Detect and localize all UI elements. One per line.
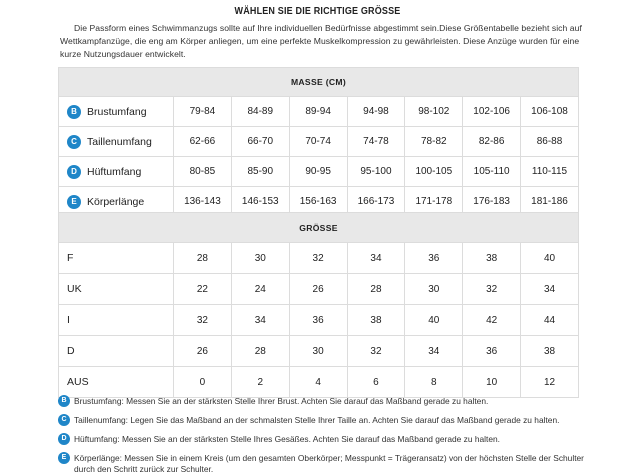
size-value: 36 [405, 243, 463, 274]
size-value: 22 [174, 274, 232, 305]
measure-label: Brustumfang [87, 105, 147, 118]
measure-value: 62-66 [174, 127, 232, 157]
size-row [59, 274, 579, 305]
size-value: 12 [521, 367, 579, 398]
size-value: 32 [289, 243, 347, 274]
measure-value: 78-82 [405, 127, 463, 157]
size-value: 34 [347, 243, 405, 274]
measure-value: 105-110 [463, 157, 521, 187]
measure-value: 95-100 [347, 157, 405, 187]
size-value: 38 [347, 305, 405, 336]
measure-value: 85-90 [231, 157, 289, 187]
size-value: 34 [521, 274, 579, 305]
badge-icon: C [58, 414, 70, 426]
badge-icon: E [58, 452, 70, 464]
measure-value: 171-178 [405, 187, 463, 217]
size-row [59, 336, 579, 367]
measure-row [59, 127, 579, 157]
size-value: 0 [174, 367, 232, 398]
size-value: 28 [174, 243, 232, 274]
size-value: 28 [231, 336, 289, 367]
size-row [59, 305, 579, 336]
sizes-header: GRÖSSE [59, 213, 579, 243]
measure-row [59, 157, 579, 187]
measure-value: 84-89 [231, 97, 289, 127]
note-text: Hüftumfang: Messen Sie an der stärksten Stelle Ihres Gesäßes. Achten Sie darauf das Maßband gerade zu halten. [74, 434, 500, 444]
measure-label-cell [59, 97, 174, 127]
measure-value: 90-95 [289, 157, 347, 187]
size-label: F [59, 243, 174, 274]
size-value: 32 [174, 305, 232, 336]
size-value: 42 [463, 305, 521, 336]
measure-label-cell [59, 127, 174, 157]
note-item [58, 396, 593, 407]
size-value: 32 [463, 274, 521, 305]
size-value: 6 [347, 367, 405, 398]
measure-value: 74-78 [347, 127, 405, 157]
size-value: 4 [289, 367, 347, 398]
measure-label-cell [59, 157, 174, 187]
size-value: 44 [521, 305, 579, 336]
size-value: 34 [405, 336, 463, 367]
measure-label: Körperlänge [87, 195, 145, 208]
measure-value: 110-115 [521, 157, 579, 187]
intro-text: Die Passform eines Schwimmanzugs sollte auf Ihre individuellen Bedürfnisse abgestimmt sein.Diese Größentabelle bezieht sich auf Wettkampfanzüge, die eng am Körper anliegen, um eine perfekte Muskelkompression zu gewährleisten. Diese Anzüge wurden für eine kurze Nutzungsdauer entwickelt. [60, 23, 582, 59]
sizes-table [58, 212, 579, 398]
size-value: 24 [231, 274, 289, 305]
size-value: 32 [347, 336, 405, 367]
size-label: UK [59, 274, 174, 305]
size-value: 36 [463, 336, 521, 367]
size-label: I [59, 305, 174, 336]
size-value: 34 [231, 305, 289, 336]
measure-value: 176-183 [463, 187, 521, 217]
size-value: 40 [405, 305, 463, 336]
size-value: 10 [463, 367, 521, 398]
measure-value: 80-85 [174, 157, 232, 187]
measure-value: 66-70 [231, 127, 289, 157]
badge-icon: D [58, 433, 70, 445]
size-value: 30 [405, 274, 463, 305]
size-value: 36 [289, 305, 347, 336]
size-value: 26 [289, 274, 347, 305]
badge-icon: C [67, 135, 81, 149]
size-value: 38 [463, 243, 521, 274]
size-value: 38 [521, 336, 579, 367]
measure-value: 94-98 [347, 97, 405, 127]
measure-label: Taillenumfang [87, 135, 152, 148]
badge-icon: E [67, 195, 81, 209]
page-title: WÄHLEN SIE DIE RICHTIGE GRÖSSE [234, 6, 401, 17]
badge-icon: B [67, 105, 81, 119]
measure-value: 86-88 [521, 127, 579, 157]
measure-value: 181-186 [521, 187, 579, 217]
measures-header: MASSE (CM) [59, 68, 579, 97]
size-label: AUS [59, 367, 174, 398]
measure-value: 102-106 [463, 97, 521, 127]
size-value: 30 [231, 243, 289, 274]
measurement-notes [58, 396, 593, 475]
measure-row [59, 97, 579, 127]
measure-value: 100-105 [405, 157, 463, 187]
note-text: Körperlänge: Messen Sie in einem Kreis (um den gesamten Oberkörper; Messpunkt = Trägeransatz) von der höchsten Stelle der Schulter durch den Schritt zurück zur Schulter. [74, 453, 584, 474]
badge-icon: D [67, 165, 81, 179]
note-item [58, 434, 593, 445]
measure-label: Hüftumfang [87, 165, 142, 178]
size-value: 2 [231, 367, 289, 398]
note-text: Brustumfang: Messen Sie an der stärksten Stelle Ihrer Brust. Achten Sie darauf das Maßband gerade zu halten. [74, 396, 489, 406]
size-label: D [59, 336, 174, 367]
size-value: 26 [174, 336, 232, 367]
size-row [59, 367, 579, 398]
measure-value: 166-173 [347, 187, 405, 217]
badge-icon: B [58, 395, 70, 407]
measure-value: 146-153 [231, 187, 289, 217]
measure-value: 70-74 [289, 127, 347, 157]
measure-value: 136-143 [174, 187, 232, 217]
measure-value: 82-86 [463, 127, 521, 157]
note-item [58, 453, 593, 475]
measure-value: 156-163 [289, 187, 347, 217]
note-text: Taillenumfang: Legen Sie das Maßband an der schmalsten Stelle Ihrer Taille an. Achten Sie darauf das Maßband gerade zu halten. [74, 415, 560, 425]
size-value: 8 [405, 367, 463, 398]
measure-value: 106-108 [521, 97, 579, 127]
measures-table [58, 67, 579, 217]
size-value: 28 [347, 274, 405, 305]
measure-value: 98-102 [405, 97, 463, 127]
size-row [59, 243, 579, 274]
note-item [58, 415, 593, 426]
size-value: 40 [521, 243, 579, 274]
measure-value: 89-94 [289, 97, 347, 127]
measure-value: 79-84 [174, 97, 232, 127]
size-value: 30 [289, 336, 347, 367]
